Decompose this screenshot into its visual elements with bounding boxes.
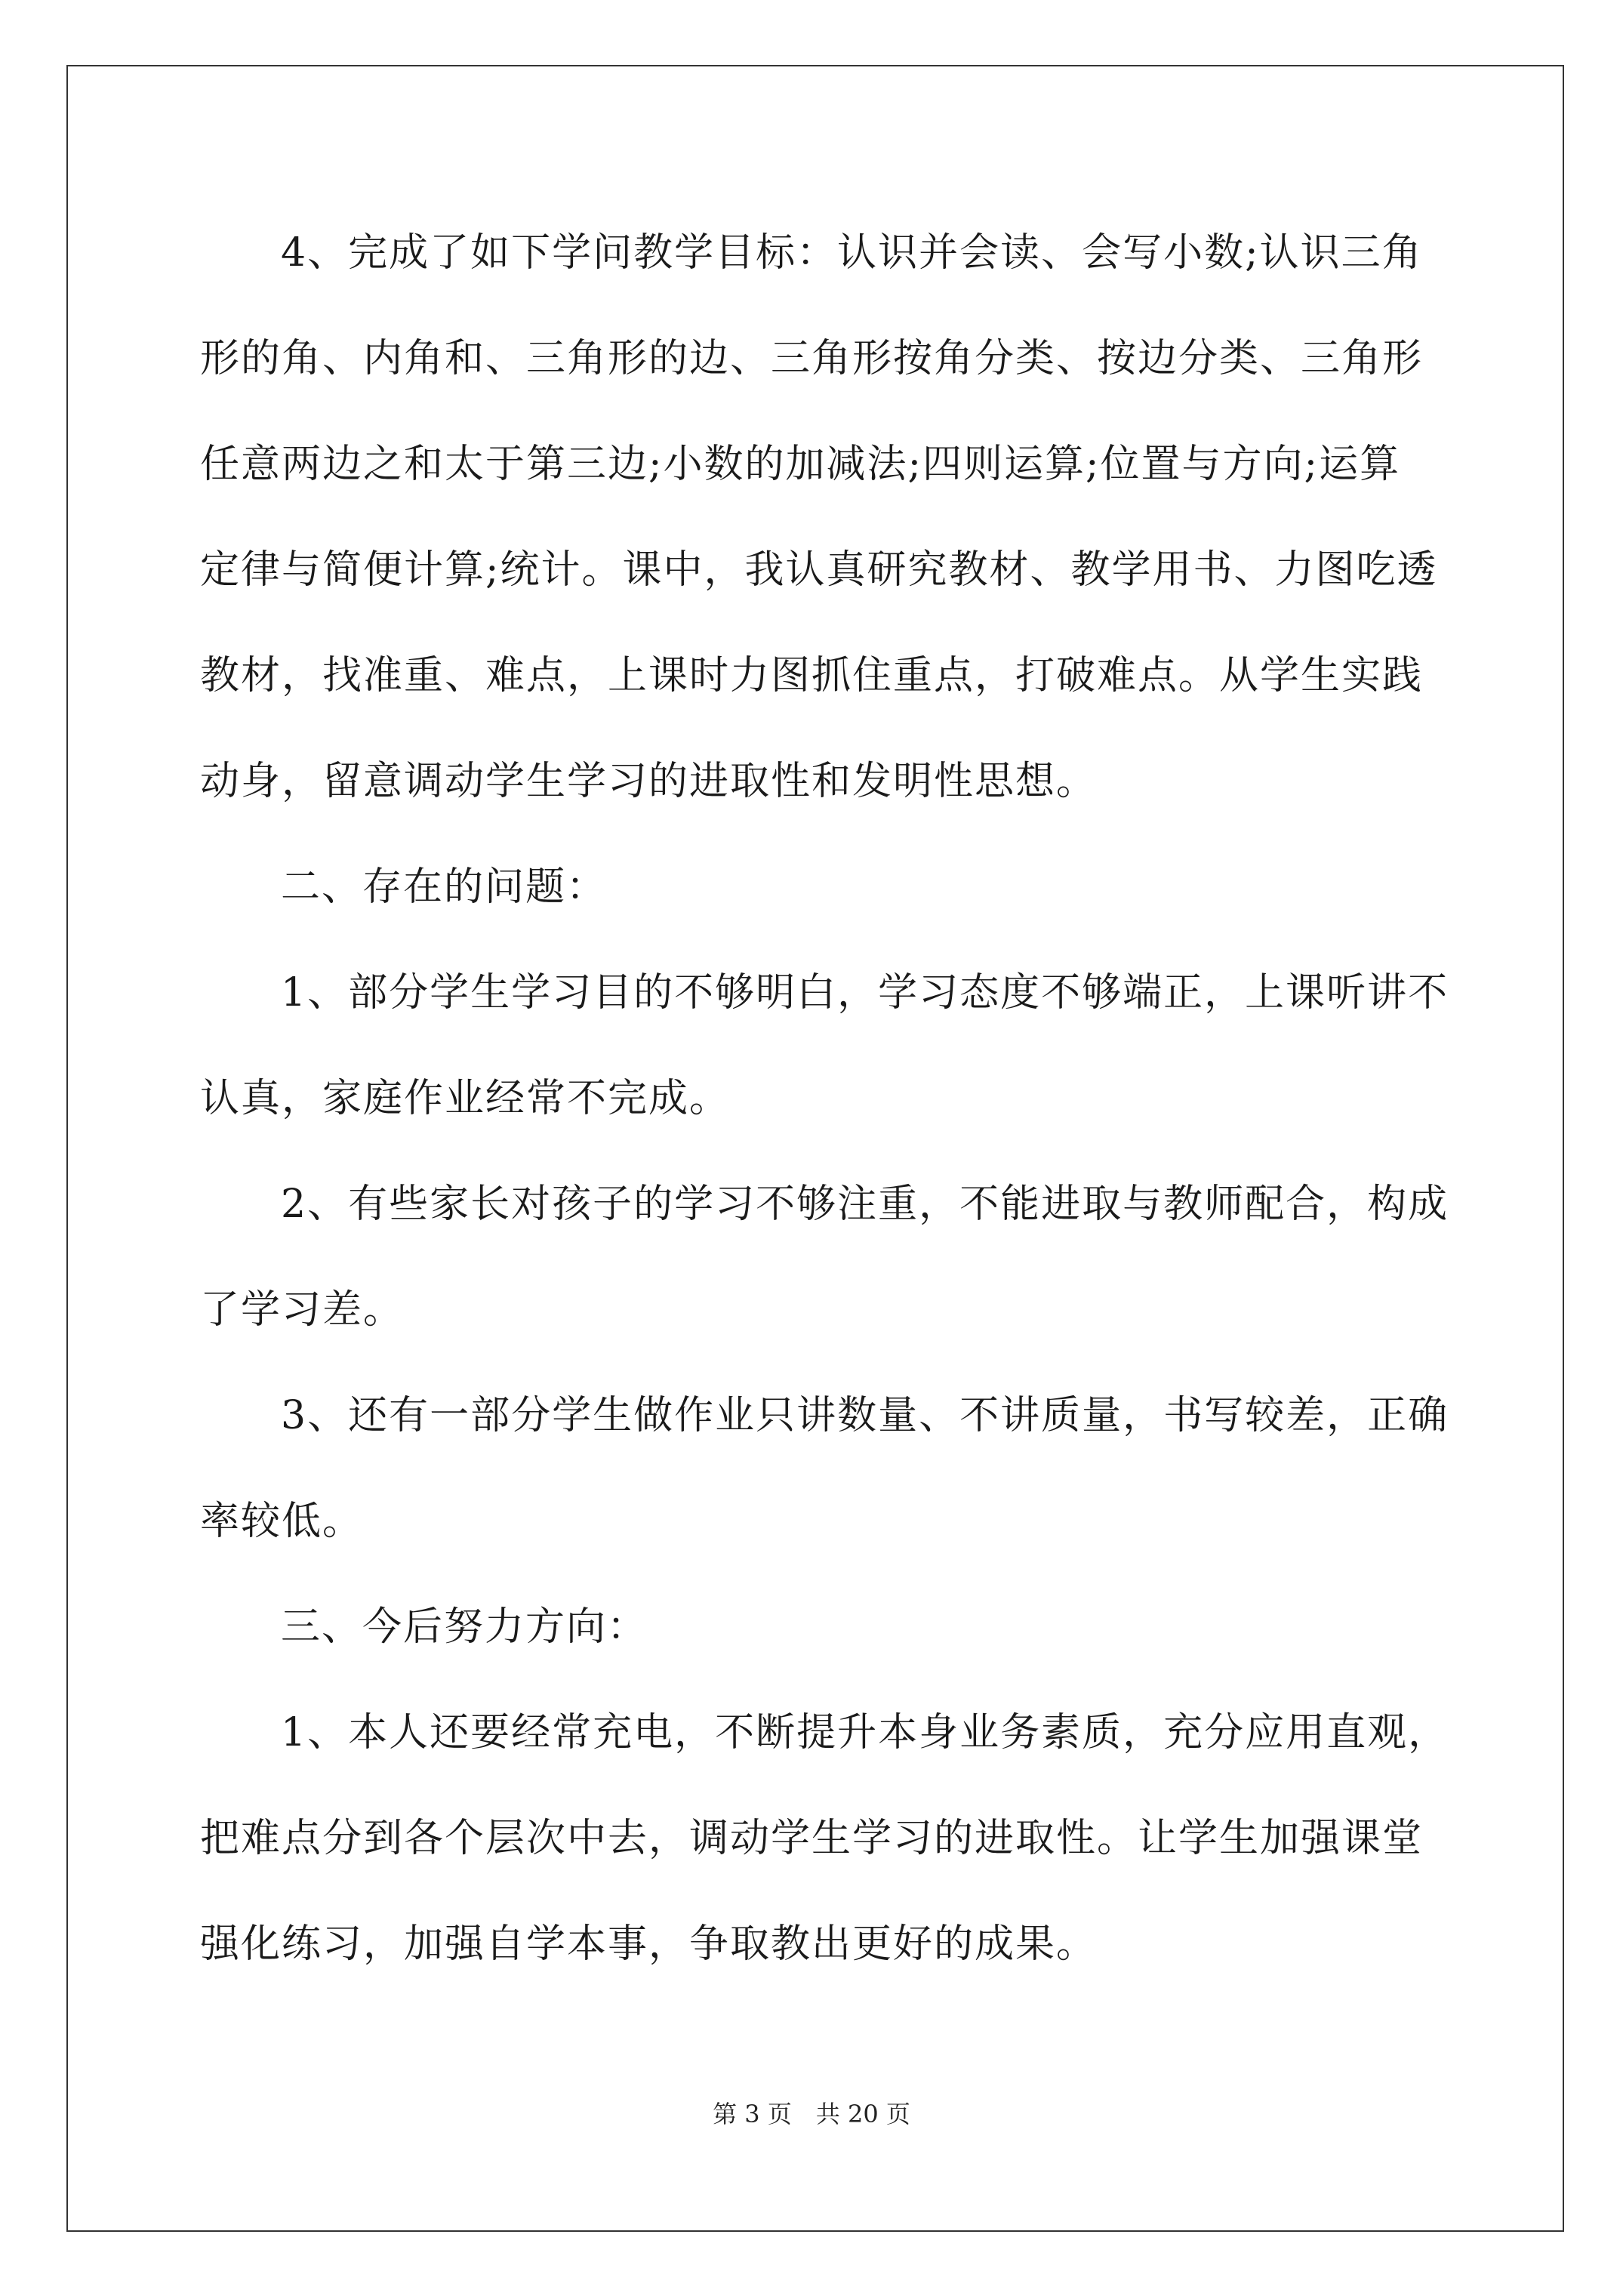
paragraph-line: 把难点分到各个层次中去，调动学生学习的进取性。让学生加强课堂 [200,1816,1424,1861]
paragraph-line: 教材，找准重、难点，上课时力图抓住重点，打破难点。从学生实践 [200,653,1424,698]
paragraph-line: 了学习差。 [200,1287,405,1333]
section-heading: 二、存在的问题： [281,864,608,910]
paragraph-line: 4、完成了如下学问教学目标：认识并会读、会写小数;认识三角 [281,230,1423,276]
paragraph-line: 任意两边之和太于第三边;小数的加减法;四则运算;位置与方向;运算 [200,442,1401,487]
paragraph-line: 认真，家庭作业经常不完成。 [200,1076,731,1121]
paragraph-line: 动身，留意调动学生学习的进取性和发明性思想。 [200,759,1098,804]
paragraph-line: 率较低。 [200,1499,364,1544]
page-border [66,65,1564,2232]
paragraph-line: 强化练习，加强自学本事，争取教出更好的成果。 [200,1922,1098,1967]
page-number-footer: 第 3 页 共 20 页 [713,2100,910,2128]
paragraph-line: 定律与简便计算;统计。课中，我认真研究教材、教学用书、力图吃透 [200,547,1438,593]
paragraph-line: 3、还有一部分学生做作业只讲数量、不讲质量，书写较差，正确 [281,1393,1449,1438]
paragraph-line: 1、本人还要经常充电，不断提升本身业务素质，充分应用直观， [281,1710,1449,1755]
section-heading: 三、今后努力方向： [281,1604,648,1650]
paragraph-line: 形的角、内角和、三角形的边、三角形按角分类、按边分类、三角形 [200,336,1424,381]
paragraph-line: 2、有些家长对孩子的学习不够注重，不能进取与教师配合，构成 [281,1182,1449,1227]
paragraph-line: 1、部分学生学习目的不够明白，学习态度不够端正，上课听讲不 [281,970,1449,1015]
